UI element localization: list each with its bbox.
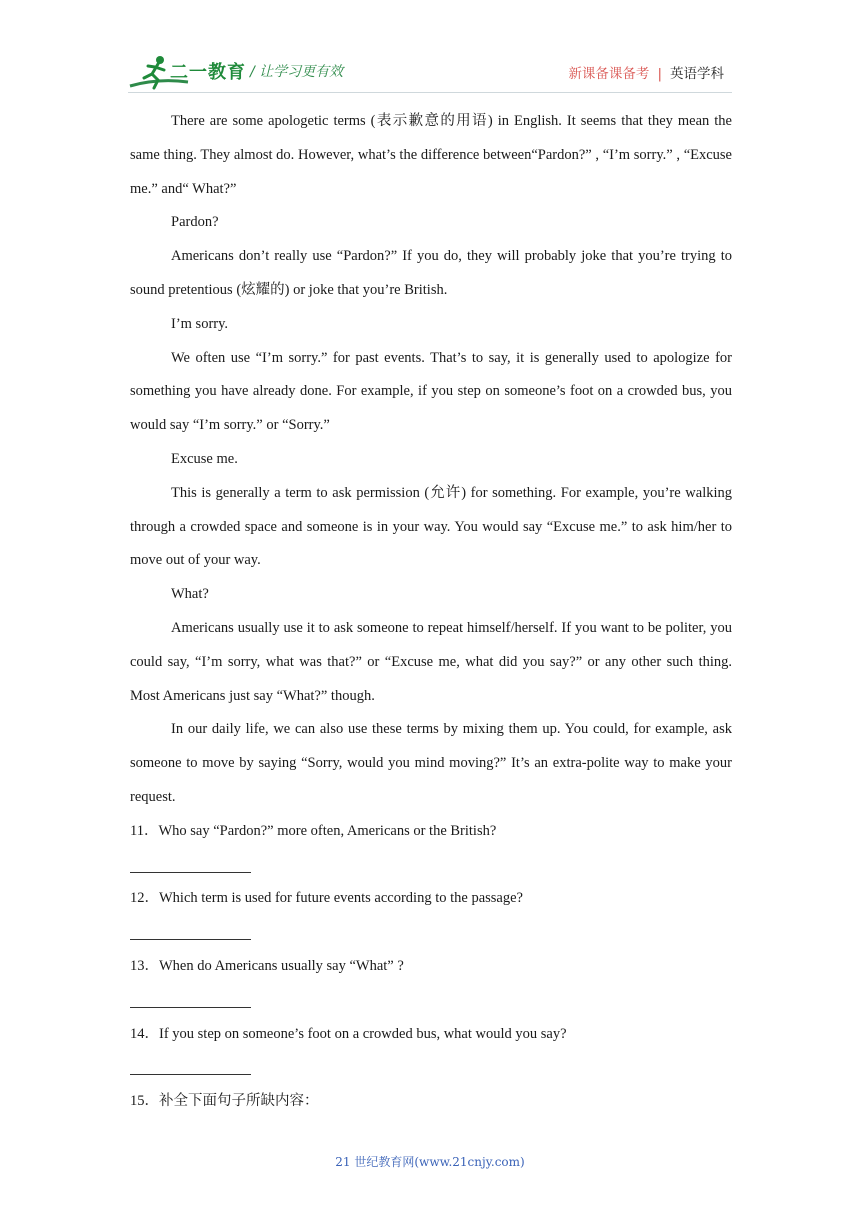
- page-header: [0, 0, 860, 100]
- document-body: [130, 105, 732, 1119]
- paragraph: Americans usually use it to ask someone to repeat himself/herself. If you want to be politer, you could say, “I’m sorry, what was that?” or “Excuse me, what did you say?” or any other such thing. Most Americans just say “What?” though.: [130, 619, 732, 704]
- section-heading: What?: [171, 586, 209, 603]
- question: 15．补全下面句子所缺内容：: [130, 1093, 319, 1110]
- paragraph: Americans don’t really use “Pardon?” If you do, they will probably joke that you’re trying to sound pretentious (炫耀的) or joke that you’re British.: [130, 248, 732, 298]
- question: 11．Who say “Pardon?” more often, Americans or the British?: [130, 822, 497, 839]
- answer-blank[interactable]: [130, 849, 251, 883]
- header-divider: [128, 92, 732, 93]
- brand-name: 二一教育: [170, 62, 246, 83]
- question: 13．When do Americans usually say “What” ?: [130, 957, 404, 974]
- answer-blank[interactable]: [130, 1051, 251, 1085]
- answer-blank[interactable]: [130, 984, 251, 1018]
- paragraph: There are some apologetic terms (表示歉意的用语) in English. It seems that they mean the same thing. They almost do. However, what’s the difference between“Pardon?” , “I’m sorry.” , “Excuse me.” and“ What?”: [130, 113, 732, 197]
- section-heading: I’m sorry.: [171, 315, 229, 332]
- section-heading: Pardon?: [171, 214, 219, 231]
- paragraph: We often use “I’m sorry.” for past events. That’s to say, it is generally used to apologize for something you have already done. For example, if you step on someone’s foot on a crowded bus, you would say “I’m sorry.” or “Sorry.”: [130, 349, 732, 434]
- section-heading: Excuse me.: [171, 450, 238, 467]
- question: 14．If you step on someone’s foot on a crowded bus, what would you say?: [130, 1025, 567, 1042]
- header-subject: 英语学科: [670, 66, 724, 82]
- header-separator: |: [657, 66, 662, 82]
- question: 12．Which term is used for future events according to the passage?: [130, 890, 523, 907]
- page-footer: 21 世纪教育网(www.21cnjy.com): [335, 1155, 525, 1169]
- paragraph: This is generally a term to ask permission (允许) for something. For example, you’re walking through a crowded space and someone is in your way. You would say “Excuse me.” to ask him/her to move out of your way.: [130, 484, 732, 569]
- answer-blank[interactable]: [130, 916, 251, 950]
- header-tag: 新课备课备考: [568, 66, 650, 82]
- paragraph: In our daily life, we can also use these terms by mixing them up. You could, for example, ask someone to move by saying “Sorry, would you mind moving?” It’s an extra-polite way to make your request.: [130, 721, 732, 805]
- slogan: / 让学习更有效: [250, 64, 344, 80]
- header-right: [568, 62, 724, 82]
